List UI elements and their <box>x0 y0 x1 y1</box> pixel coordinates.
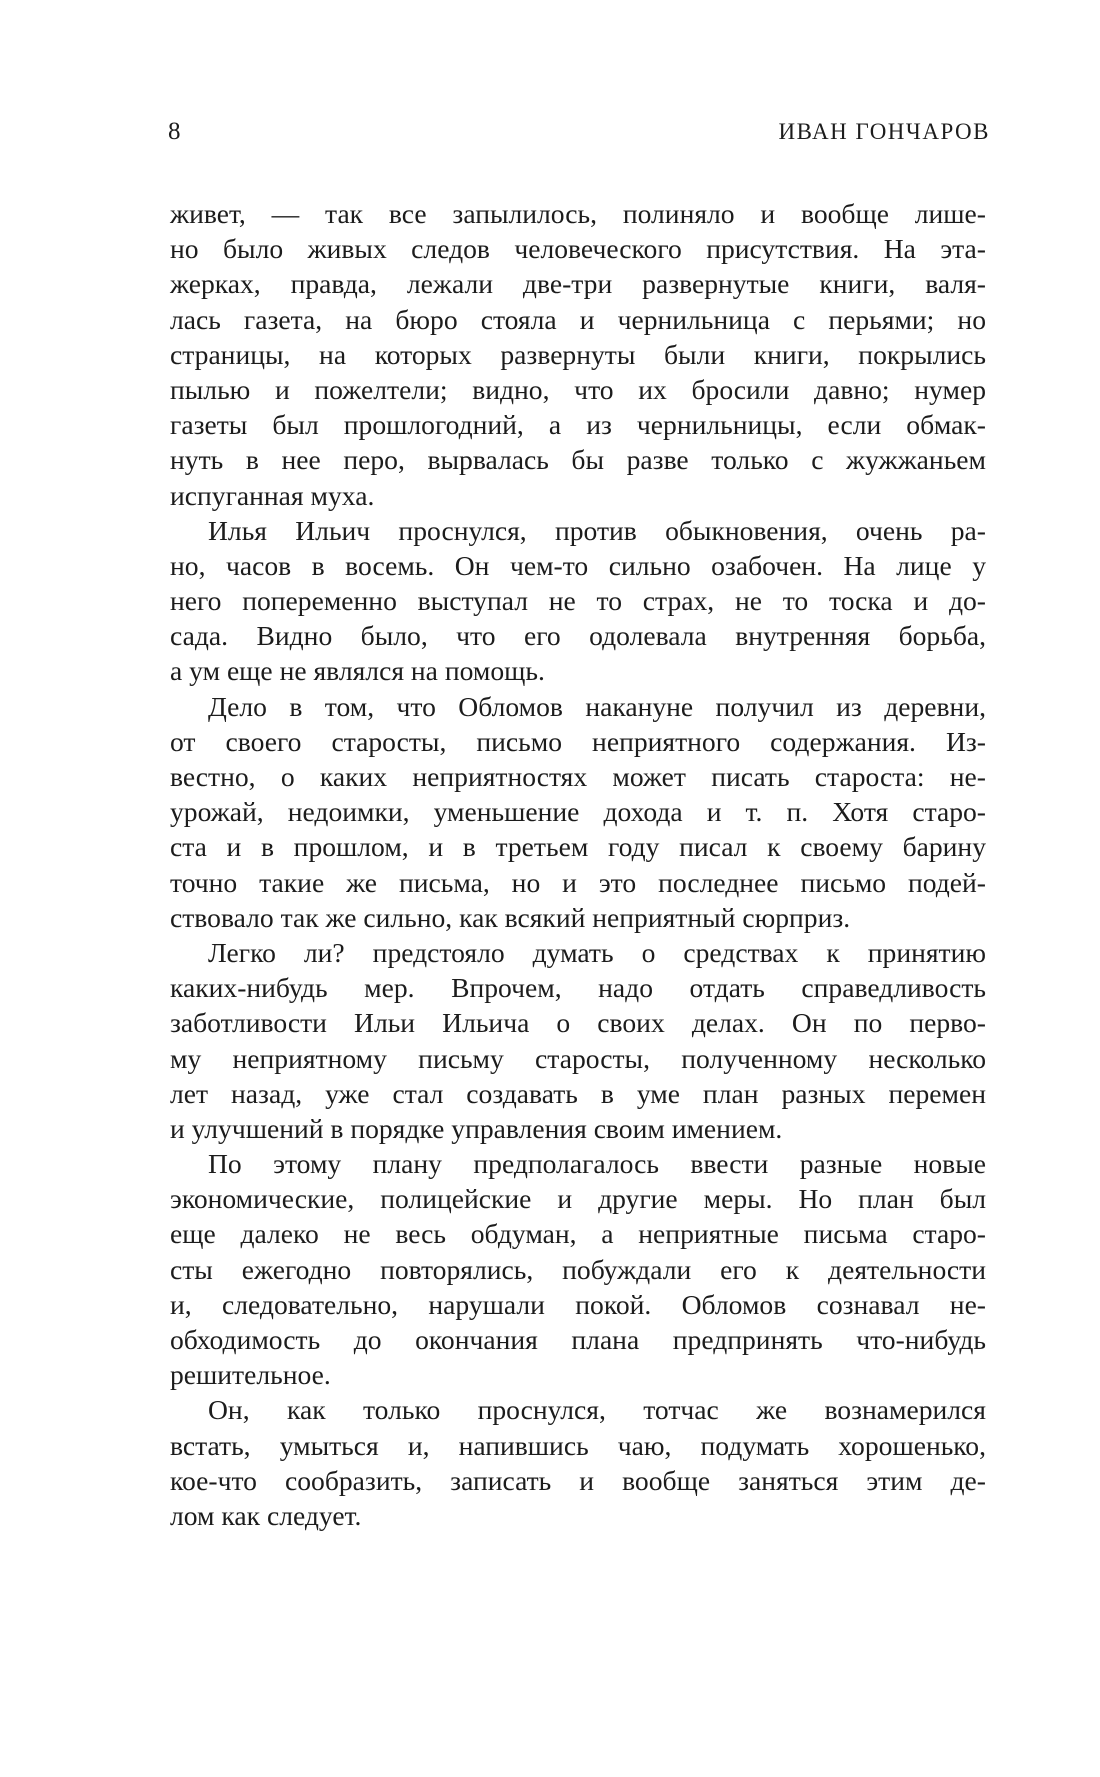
paragraph <box>170 1392 986 1533</box>
text-line: лом как следует. <box>170 1499 362 1531</box>
text-line: решительное. <box>170 1359 331 1391</box>
text-line: му неприятному письму старосты, полученному несколько <box>170 1042 986 1074</box>
paragraph <box>170 689 986 935</box>
paragraph <box>170 513 986 689</box>
text-line: и улучшений в порядке управления своим имением. <box>170 1112 783 1144</box>
text-line: Легко ли? предстояло думать о средствах к принятию <box>208 936 986 968</box>
text-line: еще далеко не весь обдуман, а неприятные письма старо- <box>170 1218 986 1250</box>
page-number: 8 <box>168 118 181 145</box>
text-line: лет назад, уже стал создавать в уме план разных перемен <box>170 1077 986 1109</box>
text-line: урожай, недоимки, уменьшение дохода и т. п. Хотя старо- <box>170 796 986 828</box>
text-line: лась газета, на бюро стояла и чернильница с перьями; но <box>170 303 986 335</box>
paragraph <box>170 1146 986 1392</box>
text-line: Илья Ильич проснулся, против обыкновения, очень ра- <box>208 514 986 546</box>
text-line: него попеременно выступал не то страх, не то тоска и до- <box>170 585 986 617</box>
text-line: Дело в том, что Обломов накануне получил из деревни, <box>208 690 986 722</box>
text-line: сада. Видно было, что его одолевала внутренняя борьба, <box>170 620 986 652</box>
text-line: кое-что сообразить, записать и вообще заняться этим де- <box>170 1464 986 1496</box>
text-line: и, следовательно, нарушали покой. Обломов сознавал не- <box>170 1288 986 1320</box>
text-line: ствовало так же сильно, как всякий неприятный сюрприз. <box>170 901 851 933</box>
text-line: от своего старосты, письмо неприятного содержания. Из- <box>170 725 986 757</box>
text-line: Он, как только проснулся, тотчас же вознамерился <box>208 1394 986 1426</box>
text-line: пылью и пожелтели; видно, что их бросили давно; нумер <box>170 373 986 405</box>
text-line: встать, умыться и, напившись чаю, подумать хорошенько, <box>170 1429 986 1461</box>
text-line: экономические, полицейские и другие меры. Но план был <box>170 1183 986 1215</box>
text-line: а ум еще не являлся на помощь. <box>170 655 545 687</box>
text-line: обходимость до окончания плана предпринять что-нибудь <box>170 1324 986 1355</box>
text-line: но было живых следов человеческого присутствия. На эта- <box>170 233 986 265</box>
body-text <box>170 196 986 1533</box>
text-line: жерках, правда, лежали две-три развернутые книги, валя- <box>170 268 986 300</box>
text-line: сты ежегодно повторялись, побуждали его к деятельности <box>170 1253 986 1285</box>
paragraph <box>170 196 986 513</box>
running-head-author: ИВАН ГОНЧАРОВ <box>778 119 990 144</box>
text-line: вестно, о каких неприятностях может писать староста: не- <box>170 761 986 792</box>
text-line: испуганная муха. <box>170 479 375 511</box>
text-line: газеты был прошлогодний, а из чернильницы, если обмак- <box>170 409 986 441</box>
running-header <box>168 116 990 148</box>
text-line: нуть в нее перо, вырвалась бы разве только с жужжаньем <box>170 444 986 476</box>
paragraph <box>170 935 986 1146</box>
text-line: страницы, на которых развернуты были книги, покрылись <box>170 338 986 370</box>
text-line: точно такие же письма, но и это последнее письмо подей- <box>170 866 986 898</box>
text-line: заботливости Ильи Ильича о своих делах. Он по перво- <box>170 1007 986 1039</box>
text-line: живет, — так все запылилось, полиняло и вообще лише- <box>170 198 986 229</box>
text-line: ста и в прошлом, и в третьем году писал к своему барину <box>170 831 986 863</box>
text-line: По этому плану предполагалось ввести разные новые <box>208 1148 986 1180</box>
text-line: каких-нибудь мер. Впрочем, надо отдать справедливость <box>170 972 986 1004</box>
text-line: но, часов в восемь. Он чем-то сильно озабочен. На лице у <box>170 549 986 581</box>
